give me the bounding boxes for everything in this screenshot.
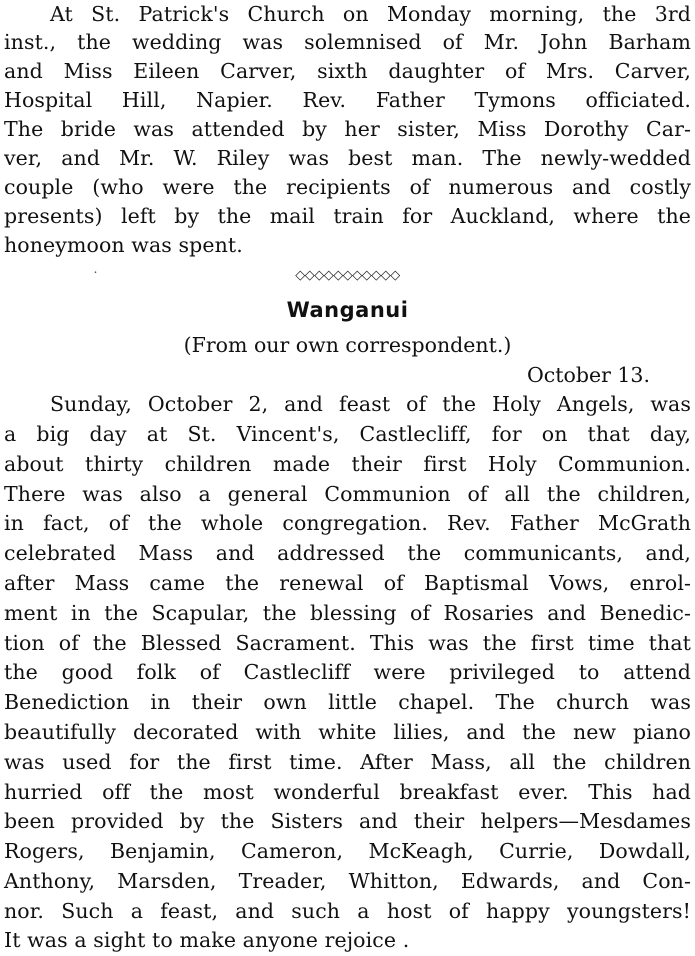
article1-line-6: ver, and Mr. W. Riley was best man. The newly-wedded — [4, 146, 691, 170]
article2-line-6: celebrated Mass and addressed the communicants, and, — [4, 541, 691, 565]
article1-line-7: couple (who were the recipients of numerous and costly — [4, 175, 691, 199]
article2-line-19: It was a sight to make anyone rejoice . — [4, 928, 410, 952]
article2-line-12: beautifully decorated with white lilies, and the new piano — [4, 720, 691, 744]
article1-line-9: honeymoon was spent. — [4, 233, 243, 257]
print-speck: ˙ — [92, 270, 99, 286]
article2-line-2: a big day at St. Vincent's, Castlecliff, for on that day, — [4, 422, 691, 446]
article2-line-1: Sunday, October 2, and feast of the Holy Angels, was — [50, 392, 691, 416]
article2-line-17: Anthony, Marsden, Treader, Whitton, Edwards, and Con- — [4, 869, 691, 893]
article2-line-4: There was also a general Communion of all the children, — [4, 482, 691, 506]
article1-line-4: Hospital Hill, Napier. Rev. Father Tymons officiated. — [4, 88, 691, 112]
article1-line-3: and Miss Eileen Carver, sixth daughter of Mrs. Carver, — [4, 59, 691, 83]
article2-line-16: Rogers, Benjamin, Cameron, McKeagh, Currie, Dowdall, — [4, 839, 691, 863]
divider-ornament: ◇◇◇◇◇◇◇◇◇◇◇ — [295, 268, 400, 283]
article2-dateline: October 13. — [526, 363, 650, 387]
article2-line-8: ment in the Scapular, the blessing of Rosaries and Benedic- — [4, 601, 691, 625]
article1-line-5: The bride was attended by her sister, Miss Dorothy Car- — [4, 117, 691, 141]
article2-line-11: Benediction in their own little chapel. The church was — [4, 690, 691, 714]
article2-line-5: in fact, of the whole congregation. Rev. Father McGrath — [4, 511, 691, 535]
article2-line-15: been provided by the Sisters and their helpers—Mesdames — [4, 809, 691, 833]
article2-heading: Wanganui — [286, 298, 409, 322]
article1-line-1: At St. Patrick's Church on Monday morning, the 3rd — [50, 2, 691, 26]
article2-line-3: about thirty children made their first Holy Communion. — [4, 452, 691, 476]
article2-byline: (From our own correspondent.) — [183, 333, 512, 357]
article1-line-8: presents) left by the mail train for Auckland, where the — [4, 204, 691, 228]
article2-line-10: the good folk of Castlecliff were privileged to attend — [4, 660, 691, 684]
article2-line-7: after Mass came the renewal of Baptismal Vows, enrol- — [4, 571, 691, 595]
article2-line-14: hurried off the most wonderful breakfast ever. This had — [4, 780, 691, 804]
article1-line-2: inst., the wedding was solemnised of Mr. John Barham — [4, 30, 691, 54]
article2-line-9: tion of the Blessed Sacrament. This was the first time that — [4, 631, 691, 655]
article2-line-13: was used for the first time. After Mass, all the children — [4, 750, 691, 774]
article2-line-18: nor. Such a feast, and such a host of happy youngsters! — [4, 899, 691, 923]
